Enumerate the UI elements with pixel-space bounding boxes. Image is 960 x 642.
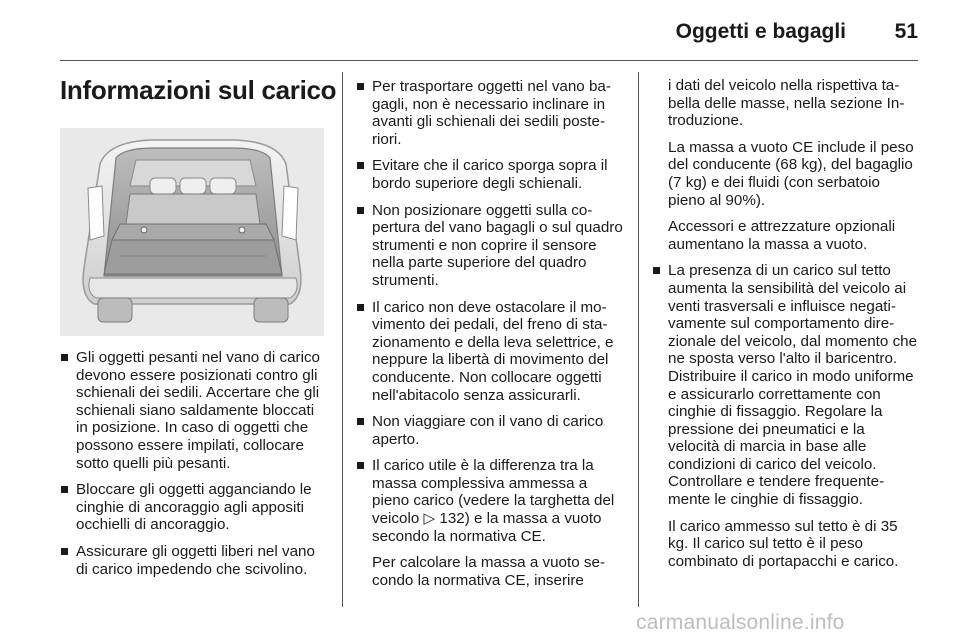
bullet-item: Evitare che il carico sporga sopra il bordo superiore degli schienali. bbox=[356, 157, 626, 192]
header-rule bbox=[60, 60, 918, 61]
header-title: Oggetti e bagagli bbox=[675, 20, 846, 43]
section-title: Informazioni sul carico bbox=[60, 75, 337, 105]
page-header bbox=[60, 14, 918, 54]
bullet-item: La presenza di un carico sul tetto aumenta la sensibilità del veicolo ai venti trasversali e influisce negativamente sul comportamento direzionale del veicolo, dal momento che ne sposta verso l'alto il baricentro. Distribuire il carico in modo uniforme e assicurarlo correttamente con cinghie di fissaggio. Regolare la pressione dei pneumatici e la velocità di marcia in base alle condizioni di carico del veicolo. Controllare e tendere frequentemente le cinghie di fissaggio. bbox=[652, 262, 920, 508]
bullet-item: Il carico non deve ostacolare il movimento dei pedali, del freno di stazionamento e della leva selettrice, e neppure la libertà di movimento del conducente. Non collocare oggetti nell'abitacolo senza assicurarli. bbox=[356, 299, 626, 405]
bullet-item: Assicurare gli oggetti liberi nel vano di carico impedendo che scivolino. bbox=[60, 543, 326, 578]
column-3 bbox=[652, 78, 920, 579]
page-number: 51 bbox=[894, 20, 918, 43]
tail-paragraph: Il carico ammesso sul tetto è di 35 kg. Il carico sul tetto è il peso combinato di portapacchi e carico. bbox=[668, 517, 899, 570]
intro-paragraph: i dati del veicolo nella rispettiva tabella delle masse, nella sezione Introduzione. bbox=[668, 77, 905, 130]
car-cargo-illustration bbox=[60, 128, 324, 336]
column-1 bbox=[60, 349, 326, 587]
bullet-item: Non viaggiare con il vano di carico aperto. bbox=[356, 413, 626, 448]
continuation-paragraph: Per calcolare la massa a vuoto secondo la normativa CE, inserire bbox=[372, 554, 605, 589]
column-2 bbox=[356, 78, 626, 598]
bullet-item: Gli oggetti pesanti nel vano di carico devono essere posizionati contro gli schienali dei sedili. Accertare che gli schienali siano saldamente bloccati in posizione. In caso di oggetti che possono essere impilati, collocare sotto quelli più pesanti. bbox=[60, 349, 326, 472]
bullet-item: Il carico utile è la differenza tra la massa complessiva ammessa a pieno carico (vedere la targhetta del veicolo ▷ 132) e la massa a vuoto secondo la normativa CE. bbox=[356, 457, 626, 545]
bullet-item: Bloccare gli oggetti agganciando le cinghie di ancoraggio agli appositi occhielli di ancoraggio. bbox=[60, 481, 326, 534]
column-divider bbox=[342, 72, 343, 607]
intro-paragraph: La massa a vuoto CE include il peso del conducente (68 kg), del bagaglio (7 kg) e dei fluidi (con serbatoio pieno al 90%). bbox=[668, 138, 914, 209]
intro-paragraph: Accessori e attrezzature opzionali aumentano la massa a vuoto. bbox=[668, 218, 896, 253]
column-divider bbox=[638, 72, 639, 607]
car-cargo-area-icon bbox=[60, 128, 324, 336]
bullet-item: Non posizionare oggetti sulla copertura del vano bagagli o sul quadro strumenti e non coprire il sensore nella parte superiore del quadro strumenti. bbox=[356, 202, 626, 290]
watermark[interactable]: carmanualsonline.info bbox=[636, 611, 845, 634]
bullet-item: Per trasportare oggetti nel vano bagagli, non è necessario inclinare in avanti gli schienali dei sedili posteriori. bbox=[356, 78, 626, 148]
